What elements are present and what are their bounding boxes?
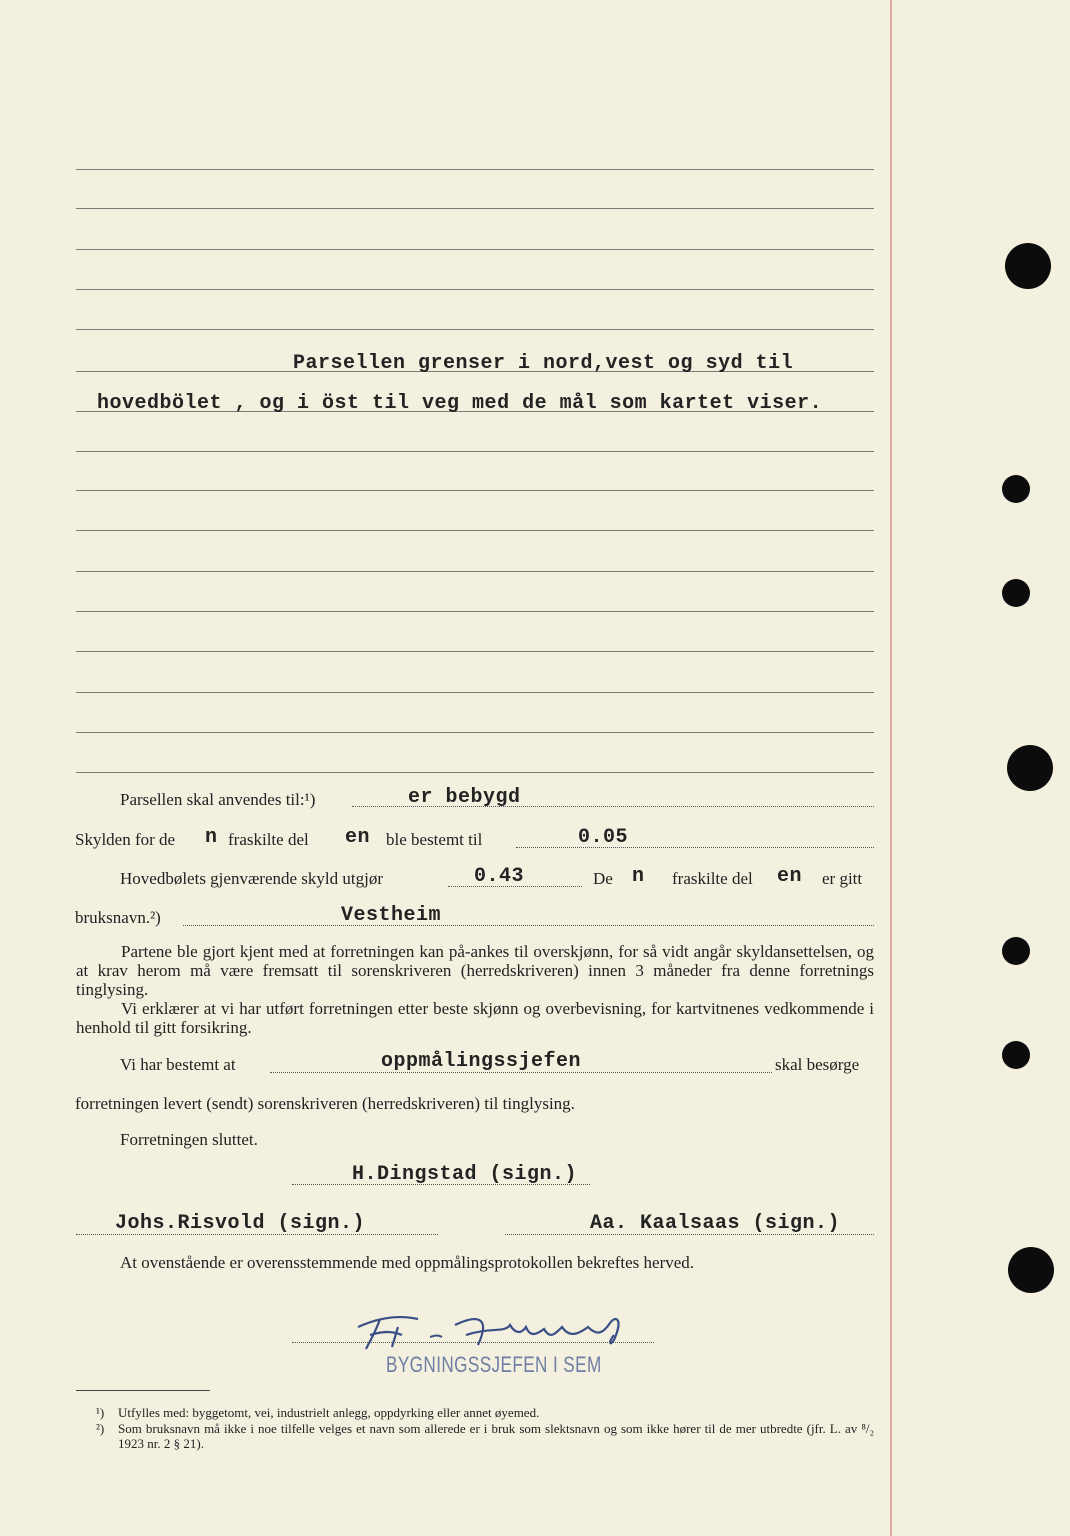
punch-hole — [1002, 579, 1030, 607]
assess-label-b: fraskilte del — [228, 830, 309, 849]
remaining-label-c: fraskilte del — [672, 869, 753, 888]
signature-kaalsaas: Aa. Kaalsaas (sign.) — [590, 1212, 841, 1235]
footnote-2: ²) Som bruksnavn må ikke i noe tilfelle velges et navn som allerede er i bruk som slektsnavn og som ikke hører til de mer utbredte (jfr. L. av ⁸/₂ 1923 nr. 2 § 21). — [96, 1421, 874, 1451]
signature-dingstad: H.Dingstad (sign.) — [352, 1163, 578, 1186]
dotted-line — [516, 847, 874, 848]
assess-label-a: Skylden for de — [75, 830, 176, 849]
ruled-line — [76, 571, 874, 572]
punch-hole — [1002, 475, 1030, 503]
boundary-line-1: Parsellen grenser i nord,vest og syd til — [293, 352, 794, 375]
ruled-line — [76, 692, 874, 693]
declaration-paragraph: Vi erklærer at vi har utført forretningen etter beste skjønn og overbevisning, for kartvitnenes vedkommende i henhold til gitt forsikring. — [76, 999, 874, 1037]
remaining-del: en — [777, 865, 803, 888]
assess-del: en — [345, 826, 371, 849]
ruled-line — [76, 289, 874, 290]
punch-hole — [1008, 1247, 1054, 1293]
ruled-line — [76, 530, 874, 531]
use-label: Parsellen skal anvendes til:¹) — [120, 790, 316, 809]
bruksnavn-label: bruksnavn.²) — [75, 908, 161, 927]
signature-risvold: Johs.Risvold (sign.) — [115, 1212, 366, 1235]
ruled-line — [76, 329, 874, 330]
ruled-line — [76, 611, 874, 612]
ruled-line — [76, 732, 874, 733]
dotted-line — [183, 925, 874, 926]
remaining-label-a: Hovedbølets gjenværende skyld utgjør — [120, 869, 383, 888]
assess-de: n — [205, 826, 218, 849]
remaining-value: 0.43 — [474, 865, 525, 888]
ruled-line — [76, 651, 874, 652]
handwritten-signature — [340, 1305, 640, 1355]
ruled-line — [76, 451, 874, 452]
decided-label-b: skal besørge — [775, 1055, 860, 1074]
ruled-line — [76, 208, 874, 209]
remaining-de: n — [632, 865, 645, 888]
appeal-paragraph: Partene ble gjort kjent med at forretningen kan på-ankes til overskjønn, for så vidt angår skyldansettelsen, og at krav herom må være fremsatt til sorenskriveren (herredskriveren) innen 3 måneder fra denne forretnings tinglysing. — [76, 942, 874, 999]
footnote-rule — [76, 1390, 210, 1391]
punch-hole — [1002, 1041, 1030, 1069]
signature-line — [292, 1342, 654, 1343]
decided-label-a: Vi har bestemt at — [120, 1055, 236, 1074]
office-stamp: BYGNINGSSJEFEN I SEM — [386, 1352, 602, 1377]
certify-text: At ovenstående er overensstemmende med oppmålingsprotokollen bekreftes herved. — [120, 1253, 695, 1272]
boundary-line-2: hovedbölet , og i öst til veg med de mål som kartet viser. — [97, 392, 823, 415]
punch-hole — [1002, 937, 1030, 965]
remaining-label-b: De — [593, 869, 613, 888]
ruled-line — [76, 490, 874, 491]
assess-label-c: ble bestemt til — [386, 830, 483, 849]
punch-hole — [1007, 745, 1053, 791]
responsible-value: oppmålingssjefen — [381, 1050, 582, 1073]
bruksnavn-value: Vestheim — [341, 904, 442, 927]
remaining-label-d: er gitt — [822, 869, 863, 888]
punch-hole — [1005, 243, 1051, 289]
assess-value: 0.05 — [578, 826, 629, 849]
ruled-line — [76, 772, 874, 773]
use-value: er bebygd — [408, 786, 521, 809]
margin-line — [890, 0, 892, 1536]
ruled-line — [76, 249, 874, 250]
delivered-text: forretningen levert (sendt) sorenskriveren (herredskriveren) til tinglysing. — [75, 1094, 575, 1113]
footnote-1: ¹) Utfylles med: byggetomt, vei, industrielt anlegg, oppdyrking eller annet øyemed. — [96, 1405, 540, 1420]
ruled-line — [76, 169, 874, 170]
closed-text: Forretningen sluttet. — [120, 1130, 258, 1149]
